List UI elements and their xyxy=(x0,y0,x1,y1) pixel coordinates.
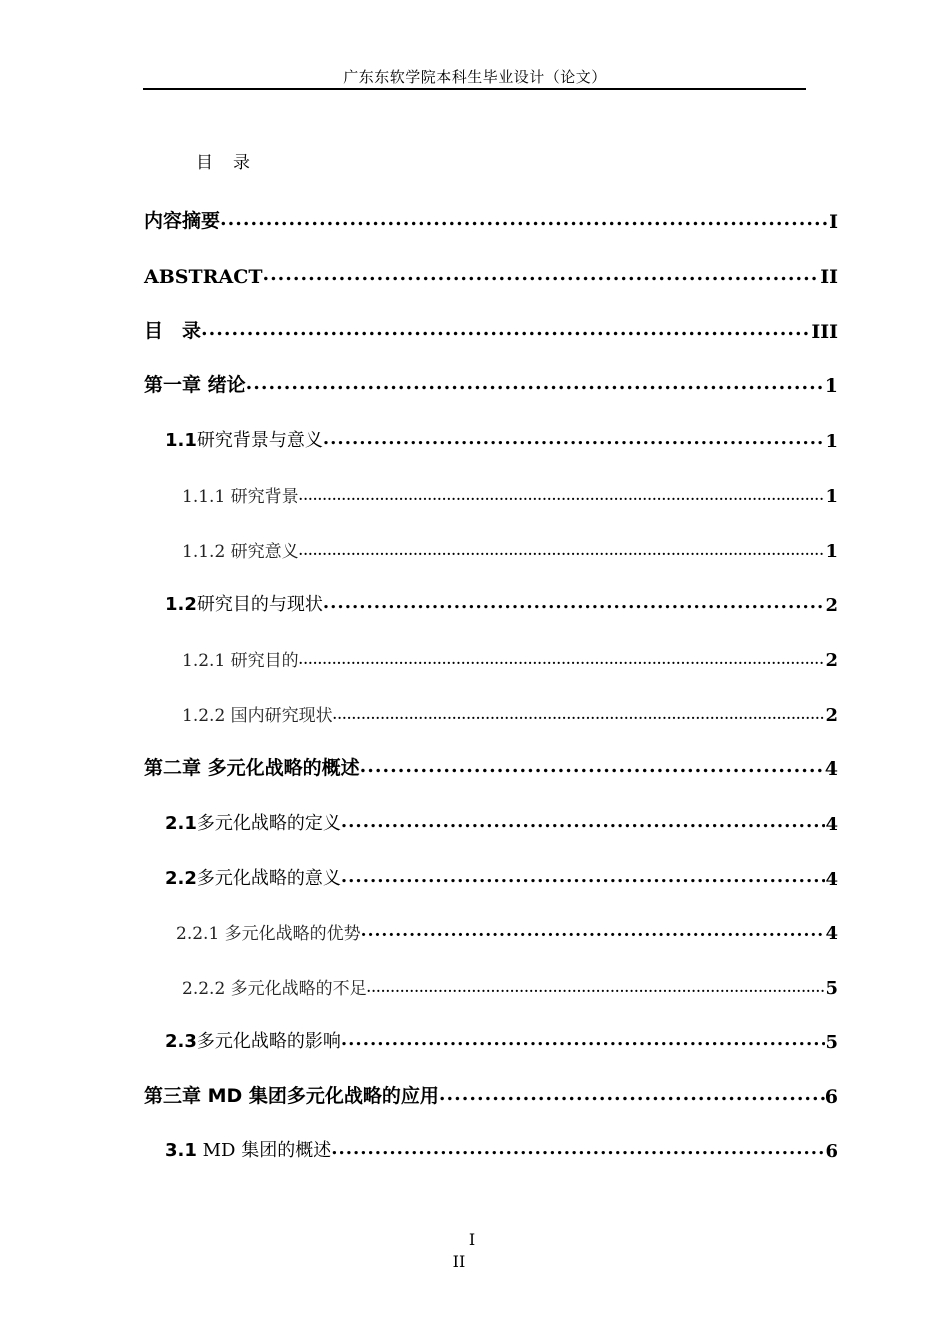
toc-entry-page: II xyxy=(820,266,838,288)
toc-entry-page: 4 xyxy=(824,758,838,780)
footer-page-number: I xyxy=(468,1230,476,1249)
section-title: 研究目的与现状 xyxy=(196,594,323,615)
toc-entry-abstract-cn[interactable] xyxy=(144,207,838,233)
toc-entry-label xyxy=(165,1027,341,1053)
header-rule xyxy=(143,88,806,90)
section-title: 多元化战略的定义 xyxy=(196,813,341,834)
toc-entry-label xyxy=(165,809,341,835)
dot-leader xyxy=(439,1083,825,1105)
section-number: 1.1 xyxy=(165,430,197,451)
toc-entry-chapter-3[interactable] xyxy=(144,1082,838,1108)
section-title: 多元化战略的影响 xyxy=(196,1031,341,1052)
dot-leader xyxy=(360,755,825,777)
dot-leader xyxy=(341,866,826,887)
section-number: 2.3 xyxy=(165,1031,197,1052)
toc-entry-subsection-1-2-2[interactable] xyxy=(182,700,838,726)
toc-entry-section-1-1[interactable] xyxy=(165,426,838,452)
dot-leader xyxy=(220,208,829,230)
toc-heading-char-1: 目 xyxy=(196,153,213,173)
toc-entry-chapter-2[interactable] xyxy=(144,754,838,780)
running-header: 广东东软学院本科生毕业设计（论文） xyxy=(343,68,607,86)
toc-entry-page: 1 xyxy=(825,486,838,507)
dot-leader xyxy=(341,811,826,832)
dot-leader xyxy=(299,653,826,667)
toc-entry-subsection-1-1-2[interactable] xyxy=(182,536,838,562)
dot-leader xyxy=(341,1029,826,1050)
toc-entry-label xyxy=(165,426,323,452)
toc-entry-page: 1 xyxy=(824,375,838,397)
toc-entry-subsection-2-2-1[interactable] xyxy=(176,918,838,944)
toc-entry-section-2-3[interactable] xyxy=(165,1027,838,1053)
dot-leader xyxy=(299,544,826,558)
toc-entry-label xyxy=(165,864,341,890)
toc-entry-subsection-1-2-1[interactable] xyxy=(182,645,838,671)
toc-entry-label: 1.1.2 研究意义 xyxy=(182,542,299,562)
toc-entry-label: 2.2.1 多元化战略的优势 xyxy=(176,924,361,944)
toc-entry-label: 目 录 xyxy=(144,320,202,342)
toc-entry-page: 4 xyxy=(825,814,838,835)
toc-entry-label: 第二章 多元化战略的概述 xyxy=(144,757,360,779)
toc-entry-label: 1.1.1 研究背景 xyxy=(182,487,299,507)
toc-entry-page: 2 xyxy=(825,595,838,616)
toc-entry-page: III xyxy=(811,321,838,343)
dot-leader xyxy=(323,428,826,449)
toc-entry-subsection-1-1-1[interactable] xyxy=(182,481,838,507)
toc-entry-label: 1.2.2 国内研究现状 xyxy=(182,706,333,726)
footer-section-number: II xyxy=(452,1252,466,1271)
section-number: 2.2 xyxy=(165,868,197,889)
toc-entry-label: 第一章 绪论 xyxy=(144,374,246,396)
dot-leader xyxy=(262,263,820,285)
toc-entry-label: 2.2.2 多元化战略的不足 xyxy=(182,979,367,999)
toc-entry-subsection-2-2-2[interactable] xyxy=(182,973,838,999)
toc-entry-page: 1 xyxy=(825,541,838,562)
toc-entry-contents[interactable] xyxy=(144,317,838,343)
toc-entry-page: 4 xyxy=(825,869,838,890)
dot-leader xyxy=(361,921,826,941)
toc-entry-page: 6 xyxy=(825,1141,838,1162)
section-title: 多元化战略的意义 xyxy=(196,868,341,889)
section-title: 研究背景与意义 xyxy=(196,430,323,451)
dot-leader xyxy=(331,1138,825,1159)
section-title: MD 集团的概述 xyxy=(196,1140,332,1161)
toc-entry-page: 5 xyxy=(825,978,838,999)
toc-entry-page: 1 xyxy=(825,431,838,452)
toc-entry-page: 4 xyxy=(825,923,838,944)
toc-entry-page: 6 xyxy=(824,1086,838,1108)
toc-entry-label: 1.2.1 研究目的 xyxy=(182,651,299,671)
toc-entry-page: I xyxy=(829,211,838,233)
dot-leader xyxy=(246,372,825,394)
dot-leader xyxy=(201,318,811,340)
toc-entry-label xyxy=(165,1136,331,1162)
toc-entry-label: 内容摘要 xyxy=(144,210,221,232)
toc-heading xyxy=(196,148,270,173)
dot-leader xyxy=(323,592,826,613)
dot-leader xyxy=(333,708,826,722)
toc-entry-page: 2 xyxy=(825,650,838,671)
section-number: 2.1 xyxy=(165,813,197,834)
toc-heading-char-2: 录 xyxy=(233,153,250,173)
toc-entry-section-1-2[interactable] xyxy=(165,590,838,616)
toc-entry-section-2-1[interactable] xyxy=(165,809,838,835)
section-number: 3.1 xyxy=(165,1140,197,1161)
toc-entry-page: 5 xyxy=(825,1032,838,1053)
toc-entry-abstract-en[interactable] xyxy=(144,262,838,288)
toc-entry-label xyxy=(165,590,323,616)
toc-entry-label: ABSTRACT xyxy=(144,266,263,288)
toc-entry-section-3-1[interactable] xyxy=(165,1136,838,1162)
section-number: 1.2 xyxy=(165,594,197,615)
toc-entry-section-2-2[interactable] xyxy=(165,864,838,890)
dot-leader xyxy=(367,981,826,995)
dot-leader xyxy=(299,489,826,503)
toc-entry-chapter-1[interactable] xyxy=(144,371,838,397)
toc-entry-label: 第三章 MD 集团多元化战略的应用 xyxy=(144,1085,439,1107)
toc-entry-page: 2 xyxy=(825,705,838,726)
